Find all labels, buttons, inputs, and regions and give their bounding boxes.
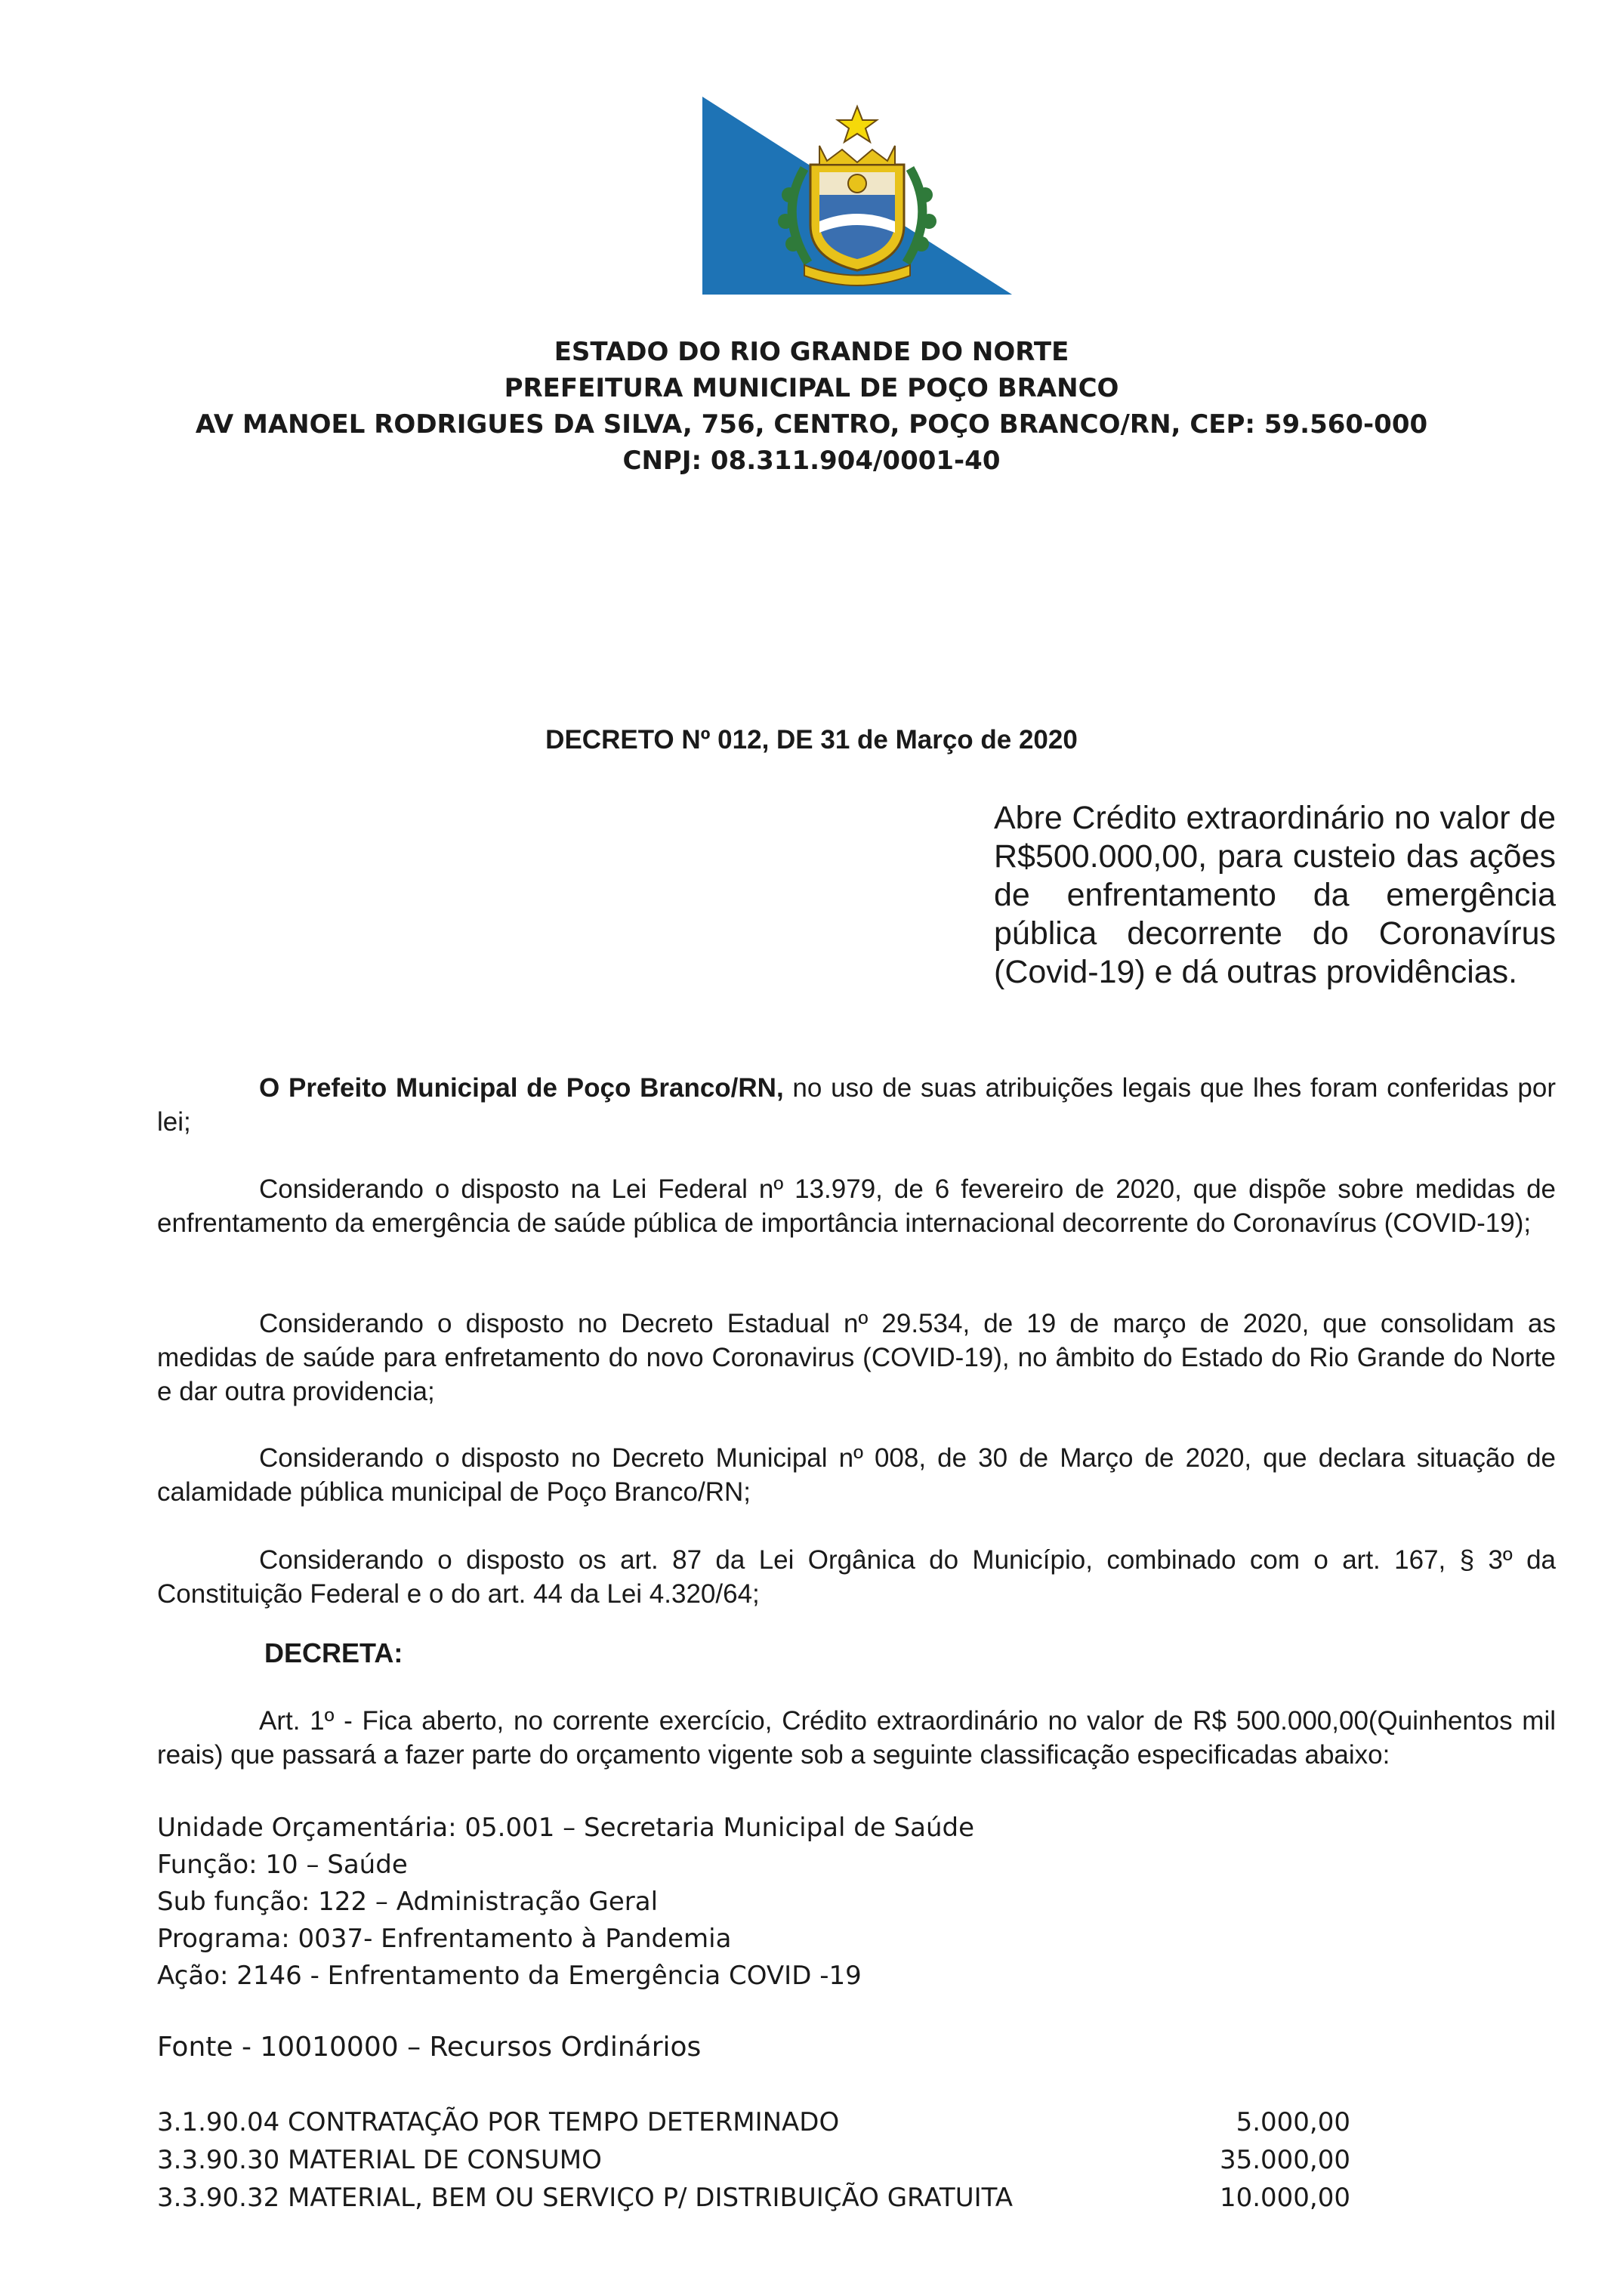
municipal-flag-emblem [702, 97, 1012, 295]
item-label: 3.1.90.04 CONTRATAÇÃO POR TEMPO DETERMINADO [157, 2107, 840, 2137]
item-row [157, 2145, 1350, 2175]
classification-subfuncao: Sub função: 122 – Administração Geral [157, 1887, 659, 1917]
item-label: 3.3.90.30 MATERIAL DE CONSUMO [157, 2145, 602, 2175]
header-cnpj: CNPJ: 08.311.904/0001-40 [622, 446, 1001, 476]
item-row [157, 2107, 1350, 2137]
considerando-2: Considerando o disposto no Decreto Estadual nº 29.534, de 19 de março de 2020, que consolidam as medidas de saúde para enfretamento do novo Coronavirus (COVID-19), no âmbito do Estado do Rio Grande do Norte e dar outra providencia; [157, 1309, 1556, 1406]
decreta-heading: DECRETA: [264, 1637, 403, 1668]
classification-funcao: Função: 10 – Saúde [157, 1850, 408, 1880]
header-prefeitura: PREFEITURA MUNICIPAL DE POÇO BRANCO [504, 373, 1119, 403]
considerando-3: Considerando o disposto no Decreto Municipal nº 008, de 30 de Março de 2020, que declara situação de calamidade pública municipal de Poço Branco/RN; [157, 1443, 1556, 1507]
item-label: 3.3.90.32 MATERIAL, BEM OU SERVIÇO P/ DISTRIBUIÇÃO GRATUITA [157, 2183, 1013, 2213]
item-value: 35.000,00 [1219, 2145, 1350, 2175]
classification-programa: Programa: 0037- Enfrentamento à Pandemia [157, 1924, 732, 1954]
item-value: 5.000,00 [1236, 2107, 1350, 2137]
decree-ementa: Abre Crédito extraordinário no valor de R$500.000,00, para custeio das ações de enfrentamento da emergência pública decorrente do Coronavírus (Covid-19) e dá outras providências. [994, 800, 1556, 990]
classification-unidade: Unidade Orçamentária: 05.001 – Secretaria Municipal de Saúde [157, 1813, 975, 1843]
considerando-4: Considerando o disposto os art. 87 da Lei Orgânica do Município, combinado com o art. 167, § 3º da Constituição Federal e o do art. 44 da Lei 4.320/64; [157, 1545, 1556, 1609]
preamble-paragraph [157, 1071, 1556, 1139]
item-value: 10.000,00 [1219, 2183, 1350, 2213]
header-address: AV MANOEL RODRIGUES DA SILVA, 756, CENTRO, POÇO BRANCO/RN, CEP: 59.560-000 [195, 409, 1428, 440]
considerando-1: Considerando o disposto na Lei Federal nº 13.979, de 6 fevereiro de 2020, que dispõe sobre medidas de enfrentamento da emergência de saúde pública de importância internacional decorrente do Coronavírus (COVID-19); [157, 1174, 1556, 1238]
article-1: Art. 1º - Fica aberto, no corrente exercício, Crédito extraordinário no valor de R$ 500.000,00(Quinhentos mil reais) que passará a fazer parte do orçamento vigente sob a seguinte classificação especificadas abaixo: [157, 1706, 1556, 1770]
item-row [157, 2183, 1350, 2213]
preamble-bold: O Prefeito Municipal de Poço Branco/RN, [259, 1073, 784, 1103]
preamble-rest: no uso de suas atribuições legais que lhes foram conferidas por lei; [157, 1073, 1556, 1137]
classification-acao: Ação: 2146 - Enfrentamento da Emergência COVID -19 [157, 1961, 862, 1991]
flag-graphic [702, 97, 1012, 295]
decree-title: DECRETO Nº 012, DE 31 de Março de 2020 [545, 725, 1078, 755]
header-state: ESTADO DO RIO GRANDE DO NORTE [554, 337, 1069, 367]
fonte-line: Fonte - 10010000 – Recursos Ordinários [157, 2032, 702, 2063]
